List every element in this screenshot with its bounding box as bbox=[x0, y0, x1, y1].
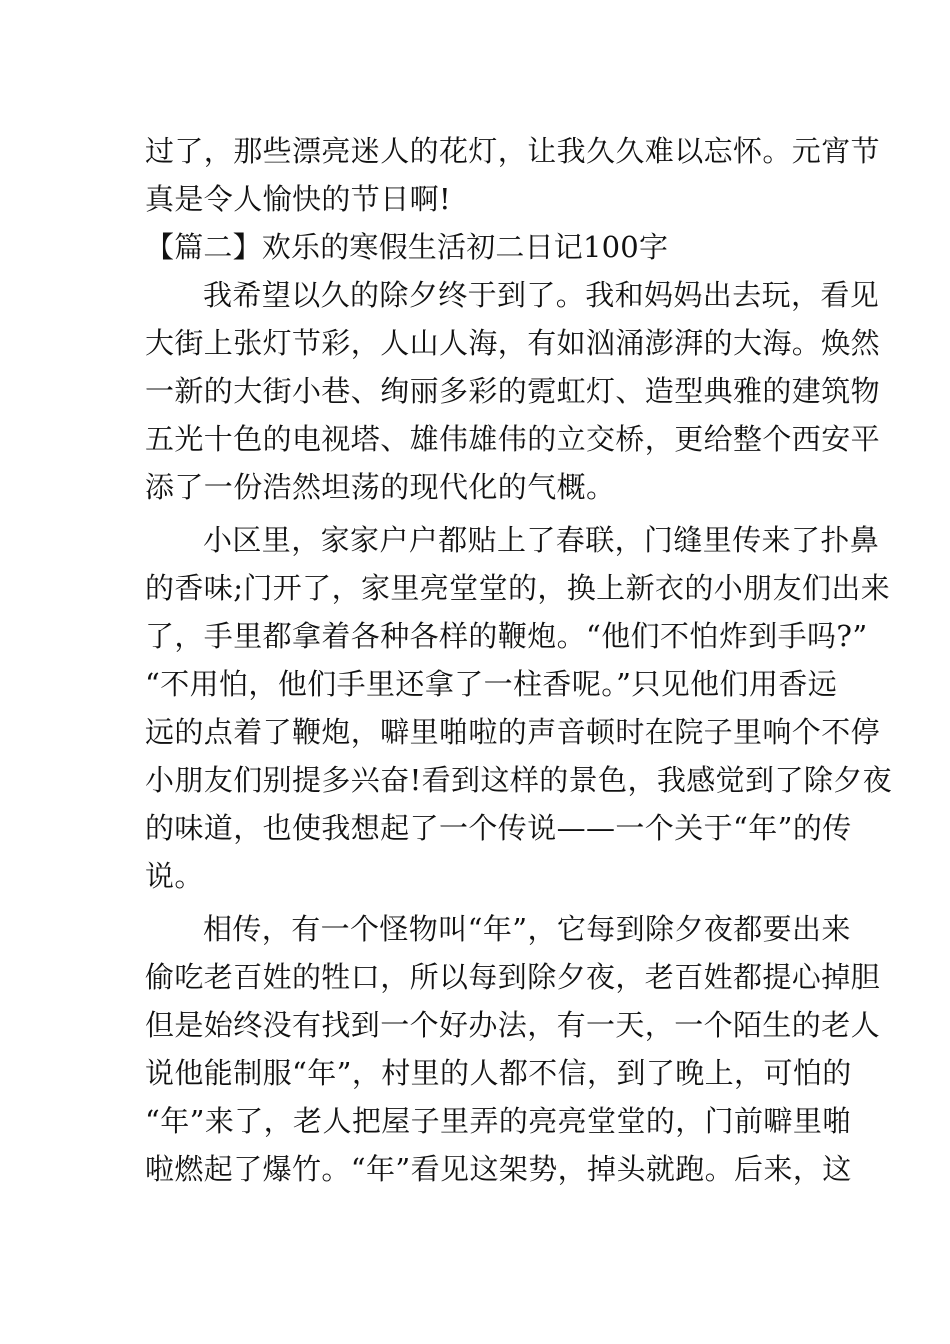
text-line: 我希望以久的除夕终于到了。我和妈妈出去玩，看见 bbox=[203, 278, 880, 312]
text-line: 的香味;门开了，家里亮堂堂的，换上新衣的小朋友们出来 bbox=[145, 571, 891, 605]
text-line: 说。 bbox=[145, 859, 204, 893]
text-line: 啦燃起了爆竹。“年”看见这架势，掉头就跑。后来，这 bbox=[145, 1152, 852, 1186]
text-line: 相传，有一个怪物叫“年”，它每到除夕夜都要出来 bbox=[203, 912, 851, 946]
text-line: 小区里，家家户户都贴上了春联，门缝里传来了扑鼻 bbox=[203, 523, 880, 557]
intro-block bbox=[145, 127, 881, 223]
paragraph-2 bbox=[145, 516, 893, 900]
document-page bbox=[145, 127, 893, 1193]
text-line: 但是始终没有找到一个好办法，有一天，一个陌生的老人 bbox=[145, 1008, 881, 1042]
text-line: 说他能制服“年”，村里的人都不信，到了晚上，可怕的 bbox=[145, 1056, 852, 1090]
text-line: 大街上张灯节彩，人山人海，有如汹涌澎湃的大海。焕然 bbox=[145, 326, 881, 360]
text-line: “不用怕，他们手里还拿了一柱香呢。”只见他们用香远 bbox=[145, 667, 838, 701]
text-line: 了，手里都拿着各种各样的鞭炮。“他们不怕炸到手吗?” bbox=[145, 619, 868, 653]
text-line: 的味道，也使我想起了一个传说——一个关于“年”的传 bbox=[145, 811, 852, 845]
text-line: 五光十色的电视塔、雄伟雄伟的立交桥，更给整个西安平 bbox=[145, 422, 881, 456]
paragraph-3 bbox=[145, 905, 881, 1193]
text-line: 一新的大街小巷、绚丽多彩的霓虹灯、造型典雅的建筑物 bbox=[145, 374, 881, 408]
text-line: 偷吃老百姓的牲口，所以每到除夕夜，老百姓都提心掉胆 bbox=[145, 960, 881, 994]
text-line: 真是令人愉快的节日啊! bbox=[145, 182, 452, 216]
text-line: 过了，那些漂亮迷人的花灯，让我久久难以忘怀。元宵节 bbox=[145, 134, 881, 168]
paragraph-1 bbox=[145, 271, 881, 511]
section-heading: 【篇二】欢乐的寒假生活初二日记100字 bbox=[145, 230, 669, 264]
text-line: 远的点着了鞭炮，噼里啪啦的声音顿时在院子里响个不停 bbox=[145, 715, 881, 749]
text-line: 添了一份浩然坦荡的现代化的气概。 bbox=[145, 470, 616, 504]
text-line: “年”来了，老人把屋子里弄的亮亮堂堂的，门前噼里啪 bbox=[145, 1104, 852, 1138]
text-line: 小朋友们别提多兴奋!看到这样的景色，我感觉到了除夕夜 bbox=[145, 763, 893, 797]
